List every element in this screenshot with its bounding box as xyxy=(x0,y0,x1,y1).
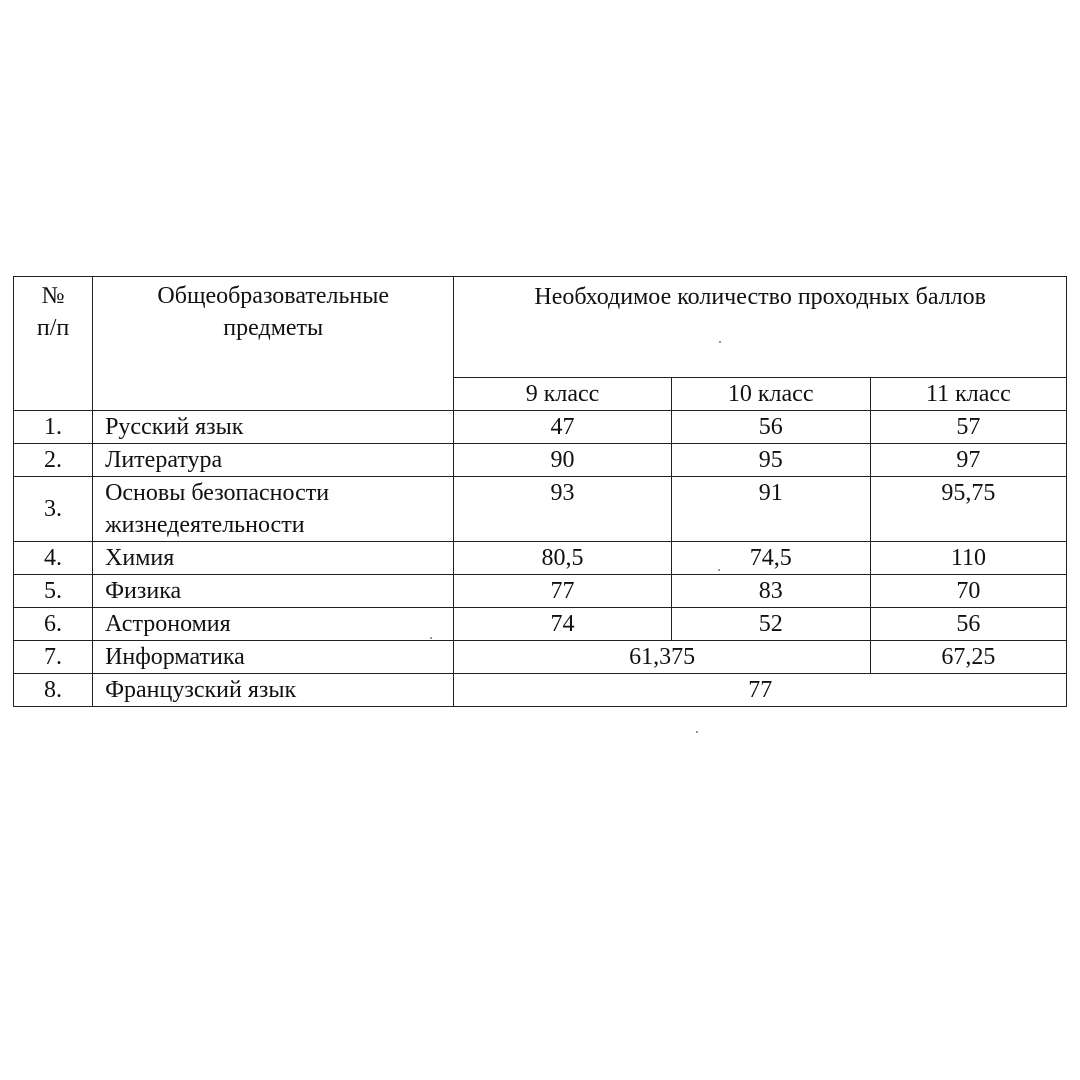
score-grade-11: 97 xyxy=(870,444,1066,477)
row-subject: Информатика xyxy=(93,641,454,674)
header-grade-10: 10 класс xyxy=(671,378,870,411)
row-number: 4. xyxy=(14,542,93,575)
score-grade-10: 83 xyxy=(671,575,870,608)
score-grade-11: 56 xyxy=(870,608,1066,641)
table-row xyxy=(14,444,1067,477)
score-grade-10: 52 xyxy=(671,608,870,641)
row-subject: Астрономия xyxy=(93,608,454,641)
score-grade-9: 74 xyxy=(454,608,671,641)
scan-speck xyxy=(430,637,432,639)
score-grade-10: 56 xyxy=(671,411,870,444)
scores-table xyxy=(13,276,1067,707)
row-subject: Основы безопасности жизнедеятельности xyxy=(93,477,454,542)
score-all-grades: 77 xyxy=(454,674,1067,707)
header-row xyxy=(14,277,1067,378)
table-row xyxy=(14,641,1067,674)
scan-speck xyxy=(696,731,698,733)
score-grade-10: 91 xyxy=(671,477,870,542)
row-number: 3. xyxy=(14,477,93,542)
score-grade-10: 74,5 xyxy=(671,542,870,575)
row-subject: Русский язык xyxy=(93,411,454,444)
header-required-scores: Необходимое количество проходных баллов xyxy=(454,277,1067,378)
scan-speck xyxy=(719,341,721,343)
table-row xyxy=(14,575,1067,608)
header-subjects: Общеобразовательные предметы xyxy=(93,277,454,411)
row-number: 1. xyxy=(14,411,93,444)
score-grade-9: 90 xyxy=(454,444,671,477)
table-row xyxy=(14,674,1067,707)
score-grade-11: 57 xyxy=(870,411,1066,444)
header-grade-9: 9 класс xyxy=(454,378,671,411)
row-number: 8. xyxy=(14,674,93,707)
table-row xyxy=(14,411,1067,444)
score-grade-11: 95,75 xyxy=(870,477,1066,542)
table-row xyxy=(14,608,1067,641)
row-number: 6. xyxy=(14,608,93,641)
score-grade-9-10: 61,375 xyxy=(454,641,870,674)
row-subject: Физика xyxy=(93,575,454,608)
scan-speck xyxy=(718,569,720,571)
row-number: 7. xyxy=(14,641,93,674)
table-row xyxy=(14,477,1067,542)
score-grade-11: 67,25 xyxy=(870,641,1066,674)
row-subject: Химия xyxy=(93,542,454,575)
score-grade-10: 95 xyxy=(671,444,870,477)
row-number: 2. xyxy=(14,444,93,477)
score-grade-9: 93 xyxy=(454,477,671,542)
row-subject: Французский язык xyxy=(93,674,454,707)
row-subject: Литература xyxy=(93,444,454,477)
table-row xyxy=(14,542,1067,575)
score-grade-9: 80,5 xyxy=(454,542,671,575)
header-grade-11: 11 класс xyxy=(870,378,1066,411)
score-grade-11: 70 xyxy=(870,575,1066,608)
score-grade-9: 47 xyxy=(454,411,671,444)
score-grade-11: 110 xyxy=(870,542,1066,575)
score-grade-9: 77 xyxy=(454,575,671,608)
row-number: 5. xyxy=(14,575,93,608)
header-number: № п/п xyxy=(14,277,93,411)
